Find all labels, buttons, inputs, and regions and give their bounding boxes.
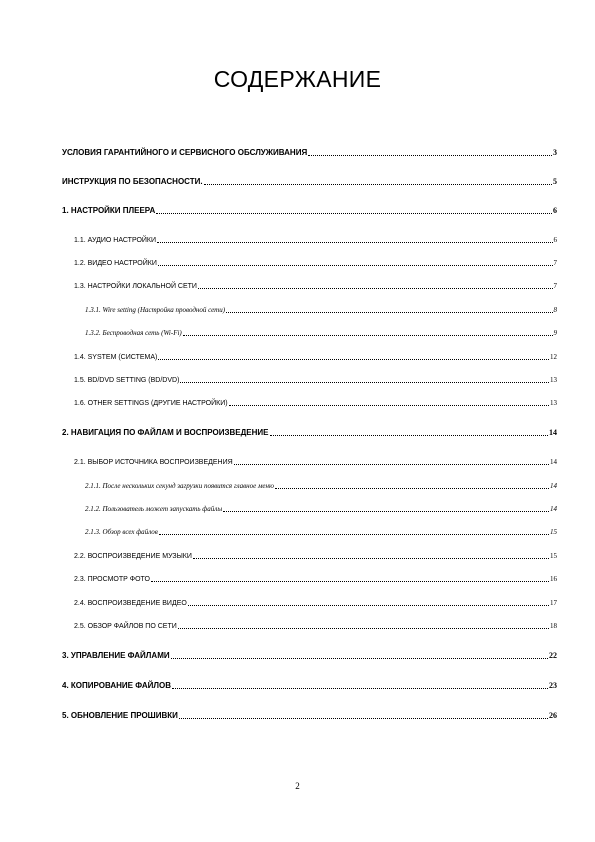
toc-leader-dots <box>179 710 548 719</box>
toc-entry-label: 2.5. ОБЗОР ФАЙЛОВ ПО СЕТИ <box>74 623 177 630</box>
toc-entry[interactable] <box>62 680 557 692</box>
toc-leader-dots <box>204 176 552 185</box>
toc-entry-label: 1.3.2. Беспроводная сеть (Wi-Fi) <box>85 329 182 337</box>
toc-entry[interactable] <box>62 147 557 159</box>
toc-entry-page: 18 <box>550 622 557 630</box>
toc-entry-page: 9 <box>553 329 557 337</box>
toc-entry[interactable] <box>74 620 557 632</box>
toc-entry-page: 14 <box>549 428 557 437</box>
toc-leader-dots <box>156 205 552 214</box>
toc-entry-label: 1.3.1. Wire setting (Настройка проводной сети) <box>85 306 226 314</box>
toc-leader-dots <box>223 503 549 512</box>
toc-entry-page: 3 <box>553 148 557 157</box>
page-title: СОДЕРЖАНИЕ <box>213 66 382 92</box>
toc-leader-dots <box>158 257 553 266</box>
toc-entry-label: 4. КОПИРОВАНИЕ ФАЙЛОВ <box>62 681 171 690</box>
toc-leader-dots <box>157 234 552 243</box>
toc-entry-page: 17 <box>550 599 557 607</box>
toc-entry-label: ИНСТРУКЦИЯ ПО БЕЗОПАСНОСТИ. <box>62 177 203 186</box>
toc-leader-dots <box>270 427 548 436</box>
toc-entry[interactable] <box>74 597 557 609</box>
toc-entry-page: 26 <box>549 711 557 720</box>
toc-entry[interactable] <box>62 427 557 439</box>
toc-entry[interactable] <box>74 456 557 468</box>
toc-leader-dots <box>171 650 548 659</box>
toc-entry[interactable] <box>62 650 557 662</box>
toc-entry-page: 12 <box>550 353 557 361</box>
toc-entry-page: 6 <box>553 236 557 244</box>
toc-leader-dots <box>229 397 549 406</box>
toc-leader-dots <box>159 526 549 535</box>
toc-leader-dots <box>308 147 552 156</box>
toc-entry-label: 1.1. АУДИО НАСТРОЙКИ <box>74 237 157 244</box>
toc-entry-label: 2.4. ВОСПРОИЗВЕДЕНИЕ ВИДЕО <box>74 600 187 607</box>
toc-entry[interactable] <box>74 573 557 585</box>
toc-entry-label: 1.5. BD/DVD SETTING (BD/DVD) <box>74 377 180 384</box>
toc-entry[interactable] <box>74 397 557 409</box>
toc-leader-dots <box>178 620 549 629</box>
toc-entry-label: 2.1.1. После нескольких секунд загрузки появится главное меню <box>85 482 274 490</box>
page-number: 2 <box>295 781 300 791</box>
toc-entry-label: 1.4. SYSTEM (СИСТЕМА) <box>74 354 158 361</box>
toc-entry-page: 7 <box>553 282 557 290</box>
toc-leader-dots <box>151 573 549 582</box>
toc-entry[interactable] <box>74 257 557 269</box>
toc-entry-label: 1.2. ВИДЕО НАСТРОЙКИ <box>74 260 157 267</box>
toc-entry[interactable] <box>85 503 557 515</box>
toc-entry-page: 16 <box>550 575 557 583</box>
toc-entry-label: 2. НАВИГАЦИЯ ПО ФАЙЛАМ И ВОСПРОИЗВЕДЕНИЕ <box>62 428 269 437</box>
toc-entry-label: 2.1.2. Пользователь может запускать файлы <box>85 505 223 513</box>
toc-leader-dots <box>234 456 549 465</box>
toc-entry[interactable] <box>62 710 557 722</box>
toc-entry-page: 13 <box>550 376 557 384</box>
toc-leader-dots <box>275 480 549 489</box>
toc-entry[interactable] <box>74 234 557 246</box>
toc-leader-dots <box>180 374 549 383</box>
toc-entry-page: 7 <box>553 259 557 267</box>
toc-entry-page: 14 <box>550 505 557 513</box>
toc-leader-dots <box>158 351 549 360</box>
toc-entry[interactable] <box>74 351 557 363</box>
toc-entry-page: 14 <box>550 482 557 490</box>
toc-entry-label: 2.1.3. Обзор всех файлов <box>85 528 158 536</box>
toc-entry[interactable] <box>85 526 557 538</box>
toc-entry-page: 15 <box>550 528 557 536</box>
toc-leader-dots <box>172 680 548 689</box>
toc-entry-label: 5. ОБНОВЛЕНИЕ ПРОШИВКИ <box>62 711 178 720</box>
toc-leader-dots <box>193 550 549 559</box>
toc-entry-label: УСЛОВИЯ ГАРАНТИЙНОГО И СЕРВИСНОГО ОБСЛУЖИВАНИЯ <box>62 148 308 157</box>
toc-entry-label: 3. УПРАВЛЕНИЕ ФАЙЛАМИ <box>62 651 170 660</box>
toc-entry-page: 13 <box>550 399 557 407</box>
toc-leader-dots <box>188 597 549 606</box>
toc-entry[interactable] <box>74 374 557 386</box>
toc-entry[interactable] <box>74 280 557 292</box>
toc-entry[interactable] <box>85 480 557 492</box>
toc-entry-page: 15 <box>550 552 557 560</box>
toc-entry-label: 2.2. ВОСПРОИЗВЕДЕНИЕ МУЗЫКИ <box>74 553 192 560</box>
toc-leader-dots <box>198 280 553 289</box>
toc-entry-label: 2.1. ВЫБОР ИСТОЧНИКА ВОСПРОИЗВЕДЕНИЯ <box>74 459 233 466</box>
toc-entry-page: 14 <box>550 458 557 466</box>
toc-entry-page: 22 <box>549 651 557 660</box>
toc-entry-page: 8 <box>553 306 557 314</box>
toc-entry-label: 1.3. НАСТРОЙКИ ЛОКАЛЬНОЙ СЕТИ <box>74 283 197 290</box>
toc-entry-label: 1. НАСТРОЙКИ ПЛЕЕРА <box>62 206 156 215</box>
toc-entry[interactable] <box>62 176 557 188</box>
toc-entry-page: 5 <box>553 177 557 186</box>
toc-entry[interactable] <box>74 550 557 562</box>
toc-leader-dots <box>226 304 552 313</box>
toc-entry[interactable] <box>62 205 557 217</box>
toc-entry[interactable] <box>85 304 557 316</box>
toc-entry[interactable] <box>85 327 557 339</box>
toc-entry-label: 2.3. ПРОСМОТР ФОТО <box>74 576 150 583</box>
toc-entry-label: 1.6. OTHER SETTINGS (ДРУГИЕ НАСТРОЙКИ) <box>74 400 228 407</box>
toc-entry-page: 6 <box>553 206 557 215</box>
toc-leader-dots <box>183 327 553 336</box>
toc-entry-page: 23 <box>549 681 557 690</box>
